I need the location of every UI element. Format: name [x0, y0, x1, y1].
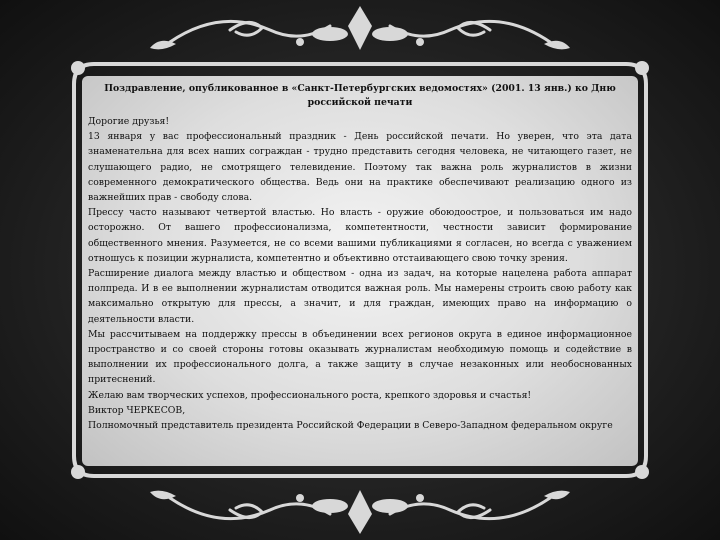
letter-paragraph: Мы рассчитываем на поддержку прессы в объединении всех регионов округа в единое информационное пространство и со своей стороны готовы оказывать журналистам необходимую помощь и содействие в выполнении их профессионального долга, а также защиту в случае незаконных или необоснованных притеснений. [88, 328, 632, 386]
letter-body [88, 82, 632, 462]
letter-paragraph: 13 января у вас профессиональный праздник - День российской печати. Но уверен, что эта дата знаменательна для всех наших сограждан - трудно представить сегодня человека, не читающего газет, не слушающего радио, не смотрящего телевидение. Поэтому так важна роль журналистов в жизни современного демократического общества. Ведь они на практике обеспечивают реализацию одного из важнейших прав - свободу слова. [88, 131, 632, 204]
letter-signature-title: Полномочный представитель президента Российской Федерации в Северо-Западном федеральном округе [88, 420, 613, 432]
bottom-ornament [0, 470, 720, 540]
letter-title: Поздравление, опубликованное в «Санкт-Петербургских ведомостях» (2001. 13 янв.) ко Дню российской печати [104, 83, 616, 108]
letter-paragraph: Прессу часто называют четвертой властью. Но власть - оружие обоюдоострое, и пользоваться им надо осторожно. От вашего профессионализма, компетентности, честности зависит формирование общественного мнения. Разумеется, не со всеми вашими публикациями я согласен, но всегда с уважением отношусь к позиции журналиста, компетентно и объективно отстаивающего свою точку зрения. [88, 207, 632, 264]
letter-signature: Виктор ЧЕРКЕСОВ, [88, 404, 186, 416]
letter-paragraph: Желаю вам творческих успехов, профессионального роста, крепкого здоровья и счастья! [88, 389, 532, 401]
letter-paragraph: Расширение диалога между властью и обществом - одна из задач, на которые нацелена работа аппарат полпреда. И в ее выполнении журналистам отводится важная роль. Мы намерены строить свою работу как максимально открытую для прессы, а значит, и для граждан, имеющих право на информацию о деятельности власти. [88, 268, 632, 325]
letter-paragraph: Дорогие друзья! [88, 116, 170, 127]
